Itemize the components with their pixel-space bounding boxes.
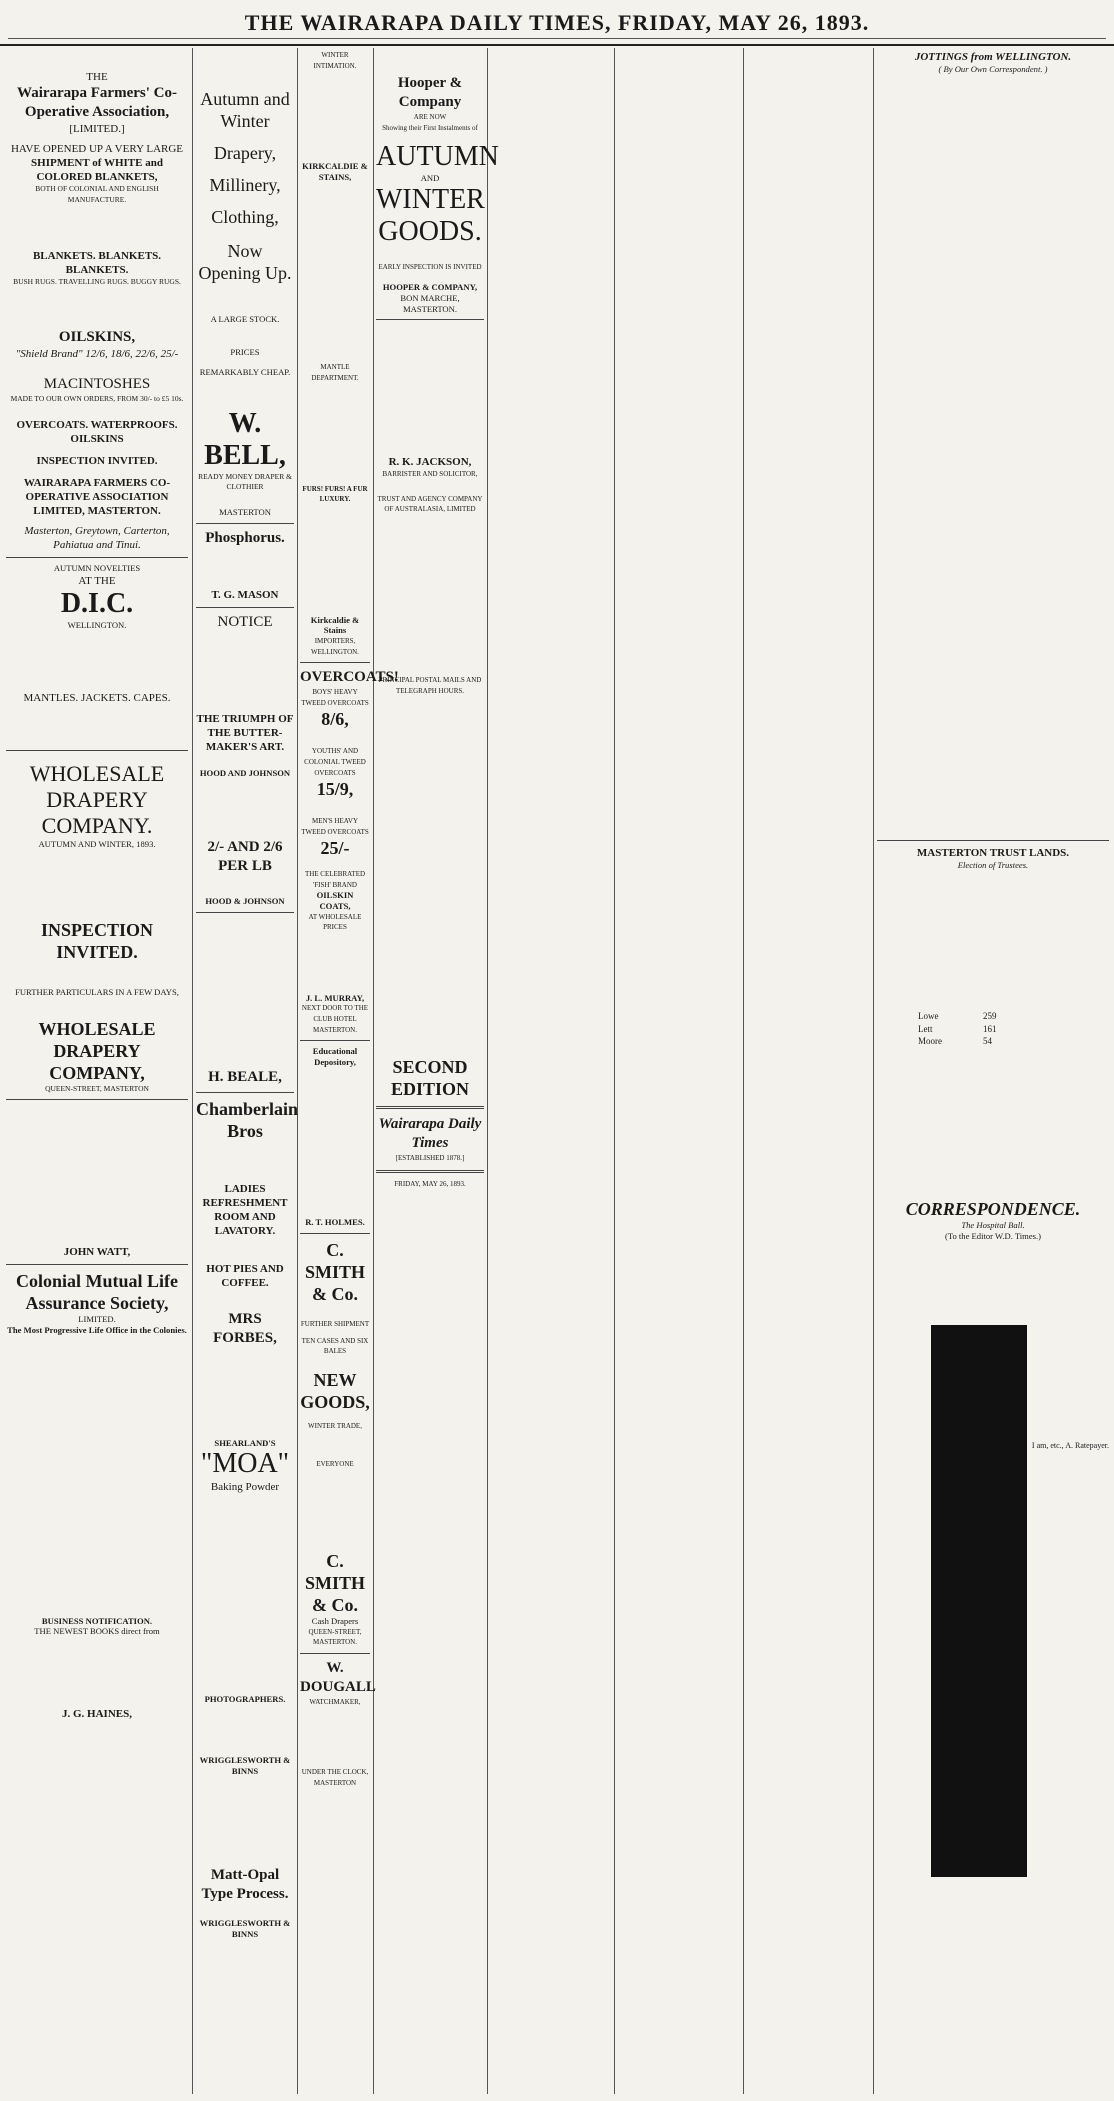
ad-bell-masterton: MASTERTON: [219, 506, 271, 517]
ad-under-clock: UNDER THE CLOCK, MASTERTON: [301, 1768, 369, 1787]
ad-early: EARLY INSPECTION IS INVITED: [378, 262, 482, 271]
ad-wrigglesworth-2: WRIGGLESWORTH & BINNS: [199, 1918, 291, 1939]
column-rule: [873, 48, 874, 2094]
ad-chamberlain: Chamberlain Bros: [196, 1098, 299, 1141]
ad-colonial-mutual: Colonial Mutual Life Assurance Society,: [15, 1271, 178, 1314]
ad-notice: NOTICE: [217, 613, 273, 630]
ad-shearland: SHEARLAND'S: [214, 1437, 276, 1448]
ad-dic-wellington: WELLINGTON.: [67, 619, 127, 630]
column-rule: [614, 48, 615, 2094]
jottings-heading: JOTTINGS from WELLINGTON.: [914, 51, 1072, 63]
ad-youths-price: 15/9,: [316, 779, 354, 800]
ad-cash-drapers: Cash Drapers: [311, 1615, 359, 1626]
ad-large-stock: A LARGE STOCK.: [210, 314, 280, 324]
ad-manufacture: BOTH OF COLONIAL AND ENGLISH MANUFACTURE.: [35, 184, 159, 204]
ad-hooper: Hooper & Company: [397, 75, 463, 110]
ad-everyone: EVERYONE: [316, 1460, 354, 1469]
by-own-correspondent: ( By Our Own Correspondent. ): [938, 64, 1048, 74]
ad-watchmaker: WATCHMAKER,: [309, 1697, 361, 1706]
ad-mackintoshes: MACINTOSHES: [43, 375, 151, 392]
ad-overcoats: OVERCOATS!: [300, 669, 399, 686]
ad-intimation: WINTER INTIMATION.: [313, 51, 357, 70]
ad-mason: T. G. MASON: [211, 588, 279, 601]
ad-rugs: BUSH RUGS. TRAVELLING RUGS. BUGGY RUGS.: [13, 277, 181, 287]
ad-at-the: AT THE: [78, 574, 116, 587]
ad-bon-marche: BON MARCHE,: [400, 292, 460, 303]
ad-hooper-2: HOOPER & COMPANY,: [382, 282, 478, 293]
ad-mantle-dept: MANTLE DEPARTMENT.: [311, 363, 359, 382]
ad-clothing: Clothing,: [211, 207, 279, 227]
ad-business-notification: BUSINESS NOTIFICATION.: [41, 1615, 153, 1626]
ad-postal: PRINCIPAL POSTAL MAILS AND TELEGRAPH HOURS.: [378, 675, 482, 695]
redacted-block: [931, 1325, 1027, 1877]
ad-shield-brand: "Shield Brand" 12/6, 18/6, 22/6, 25/-: [15, 347, 179, 360]
ad-wrigglesworth: WRIGGLESWORTH & BINNS: [199, 1754, 291, 1776]
column-7-article: [747, 48, 870, 2094]
ad-hot-pies: HOT PIES AND COFFEE.: [206, 1262, 284, 1289]
ad-haines: J. G. HAINES,: [62, 1707, 132, 1720]
newspaper-title: THE WAIRARAPA DAILY TIMES, FRIDAY, MAY 26, 1893.: [244, 10, 870, 35]
vote-count: 161: [983, 1023, 997, 1034]
column-rule: [487, 48, 488, 2094]
ad-kirkcaldie: KIRKCALDIE & STAINS,: [302, 161, 368, 182]
ad-oilskin-coats: OILSKIN COATS,: [316, 890, 354, 912]
ad-moa: "MOA": [200, 1448, 290, 1480]
ad-celebrated: THE CELEBRATED 'FISH' BRAND: [304, 870, 366, 889]
ad-and: AND: [420, 173, 440, 184]
ad-overcoats: OVERCOATS. WATERPROOFS. OILSKINS: [16, 419, 178, 446]
ad-newest-books: THE NEWEST BOOKS direct from: [34, 1626, 160, 1637]
ad-limited: [LIMITED.]: [69, 123, 125, 135]
ad-autumn-winter: AUTUMN AND WINTER, 1893.: [38, 838, 156, 849]
paper-name: Wairarapa Daily Times: [378, 1116, 482, 1152]
ad-jackson: R. K. JACKSON,: [388, 456, 472, 469]
ad-phosphorus: Phosphorus.: [205, 529, 285, 546]
ad-are-now: ARE NOW: [413, 113, 447, 121]
masthead: [0, 0, 1114, 46]
ad-beale: H. BEALE,: [208, 1068, 282, 1085]
ad-hood-address: HOOD & JOHNSON: [205, 896, 285, 907]
trust-lands-heading: MASTERTON TRUST LANDS.: [916, 846, 1070, 859]
ad-dic: D.I.C.: [60, 587, 134, 619]
edition-date: FRIDAY, MAY 26, 1893.: [394, 1179, 466, 1188]
ad-assoc: WAIRARAPA FARMERS CO-OPERATIVE ASSOCIATION LIMITED, MASTERTON.: [23, 477, 171, 518]
ad-photographers: PHOTOGRAPHERS.: [204, 1694, 286, 1705]
column-rule: [373, 48, 374, 2094]
vote-row: [917, 1010, 998, 1023]
ad-mens-price: 25/-: [320, 838, 350, 859]
ad-goods: GOODS.: [378, 215, 482, 247]
ad-matt-opal: Matt-Opal Type Process.: [201, 1867, 289, 1903]
ad-csmith: C. SMITH & Co.: [304, 1240, 365, 1304]
ad-mantles: MANTLES. JACKETS. CAPES.: [23, 691, 171, 704]
second-edition: SECOND EDITION: [390, 1057, 470, 1100]
ad-ladies: LADIES REFRESHMENT ROOM AND LAVATORY.: [202, 1182, 288, 1237]
ad-boys: BOYS' HEAVY TWEED OVERCOATS: [301, 688, 369, 707]
ad-oilskins: OILSKINS,: [58, 328, 136, 345]
ad-smith-queen: QUEEN-STREET, MASTERTON.: [308, 1627, 362, 1647]
ad-ten-cases: TEN CASES AND SIX BALES: [301, 1336, 369, 1356]
ad-dougall: W. DOUGALL: [300, 1659, 376, 1695]
column-1: [6, 48, 188, 2094]
signature: I am, etc., A. Ratepayer.: [1031, 1441, 1109, 1451]
column-6-article: [618, 48, 740, 2094]
ad-winter-trade: WINTER TRADE,: [308, 1421, 362, 1430]
ad-body-text: [6, 209, 188, 249]
ad-csmith-2: C. SMITH & Co.: [304, 1550, 365, 1615]
ad-progressive: The Most Progressive Life Office in the Colonies.: [7, 1324, 187, 1335]
vote-count: 54: [983, 1036, 992, 1047]
column-rule: [297, 48, 298, 2094]
ad-branches: Masterton, Greytown, Carterton, Pahiatua and Tinui.: [24, 525, 170, 552]
vote-row: [917, 1035, 998, 1048]
ad-now-opening: Now Opening Up.: [198, 241, 292, 283]
ad-murray: J. L. MURRAY,: [305, 992, 365, 1003]
ad-mens: MEN'S HEAVY TWEED OVERCOATS: [301, 817, 369, 836]
ad-received: HAVE OPENED UP A VERY LARGE: [10, 143, 184, 155]
ad-shipment: SHIPMENT of WHITE and COLORED BLANKETS,: [31, 157, 163, 183]
column-3: [300, 48, 399, 2094]
ad-winter: WINTER: [376, 183, 485, 215]
ad-furs: FURS! FURS! A FUR LUXURY.: [302, 484, 368, 504]
ad-youths: YOUTHS' AND COLONIAL TWEED OVERCOATS: [304, 747, 366, 777]
established: [ESTABLISHED 1878.]: [395, 1154, 465, 1163]
column-2: [196, 48, 299, 2094]
ad-hooper-masterton: MASTERTON.: [403, 303, 457, 314]
ad-novelties: AUTUMN NOVELTIES: [53, 563, 141, 574]
ad-hood: HOOD AND JOHNSON: [199, 767, 291, 778]
ad-new-goods: NEW GOODS,: [300, 1369, 370, 1412]
ad-showing: Showing their First Instalments of: [382, 123, 478, 132]
ad-butter-price: 2/- AND 2/6 PER LB: [207, 839, 283, 875]
ad-drapery: Drapery,: [213, 143, 277, 163]
ad-murray-masterton: MASTERTON.: [313, 1025, 357, 1034]
ad-millinery: Millinery,: [209, 175, 281, 195]
ad-john-watt: JOHN WATT,: [63, 1246, 131, 1259]
vote-name: Moore: [918, 1036, 942, 1047]
column-rule: [743, 48, 744, 2094]
column-5-article: [491, 48, 611, 2094]
ad-bell-sub: READY MONEY DRAPER & CLOTHIER: [198, 471, 292, 492]
vote-table: [917, 1010, 998, 1048]
ad-inspection-invited: INSPECTION INVITED.: [40, 920, 154, 963]
ad-baking: Baking Powder: [210, 1481, 280, 1494]
correspondence-heading: CORRESPONDENCE.: [905, 1198, 1081, 1219]
column-rule: [192, 48, 193, 2094]
ad-educational: Educational Depository,: [312, 1046, 358, 1067]
election-subheading: Election of Trustees.: [957, 859, 1029, 870]
ad-trust-agency: TRUST AND AGENCY COMPANY OF AUSTRALASIA, LIMITED: [377, 494, 483, 514]
ad-prices: PRICES: [230, 346, 260, 357]
jottings-body: [877, 75, 1109, 835]
ad-inspection: INSPECTION INVITED.: [36, 455, 158, 468]
ad-the: THE: [86, 71, 108, 83]
ad-blankets: BLANKETS. BLANKETS. BLANKETS.: [32, 250, 162, 277]
ad-autumn-winter: Autumn and Winter: [200, 89, 290, 131]
vote-count: 259: [983, 1011, 997, 1022]
ad-wholesale: WHOLESALE DRAPERY: [29, 760, 165, 812]
ad-triumph: THE TRIUMPH OF THE BUTTER-MAKER'S ART.: [196, 712, 294, 753]
vote-row: [917, 1023, 998, 1036]
to-editor: (To the Editor W.D. Times.): [944, 1230, 1042, 1241]
ad-wholesale-company: COMPANY.: [41, 812, 153, 838]
hospital-ball: The Hospital Ball.: [961, 1219, 1025, 1230]
ad-colonial-limited: LIMITED.: [78, 1314, 116, 1325]
ad-autumn: AUTUMN: [376, 141, 499, 173]
ad-company-name: Wairarapa Farmers' Co-Operative Association,: [17, 85, 177, 120]
ad-queen-street: QUEEN-STREET, MASTERTON: [45, 1083, 149, 1093]
ad-wholesale-prices: AT WHOLESALE PRICES: [308, 912, 362, 932]
vote-name: Lett: [918, 1023, 933, 1034]
ad-barrister: BARRISTER AND SOLICITOR,: [382, 470, 478, 479]
ad-wholesale-2: WHOLESALE DRAPERY COMPANY,: [38, 1018, 156, 1083]
ad-cheap: REMARKABLY CHEAP.: [199, 367, 291, 378]
ad-next-door: NEXT DOOR TO THE CLUB HOTEL: [301, 1004, 369, 1024]
masthead-rule: [8, 38, 1106, 39]
ad-further: FURTHER PARTICULARS IN A FEW DAYS,: [15, 987, 179, 998]
ad-holmes: R. T. HOLMES.: [305, 1217, 365, 1228]
column-4: [376, 48, 499, 2094]
ad-kirkcaldie-2: Kirkcaldie & Stains: [310, 614, 360, 636]
vote-name: Lowe: [918, 1011, 939, 1022]
ad-forbes: MRS FORBES,: [213, 1310, 277, 1346]
ad-bell: W. BELL,: [204, 407, 286, 471]
ad-madeup: MADE TO OUR OWN ORDERS, FROM 30/- to £5 10s.: [10, 393, 184, 403]
ad-boys-price: 8/6,: [321, 709, 349, 730]
ad-importers: IMPORTERS, WELLINGTON.: [311, 636, 359, 656]
ad-further-shipment: FURTHER SHIPMENT: [300, 1320, 370, 1328]
